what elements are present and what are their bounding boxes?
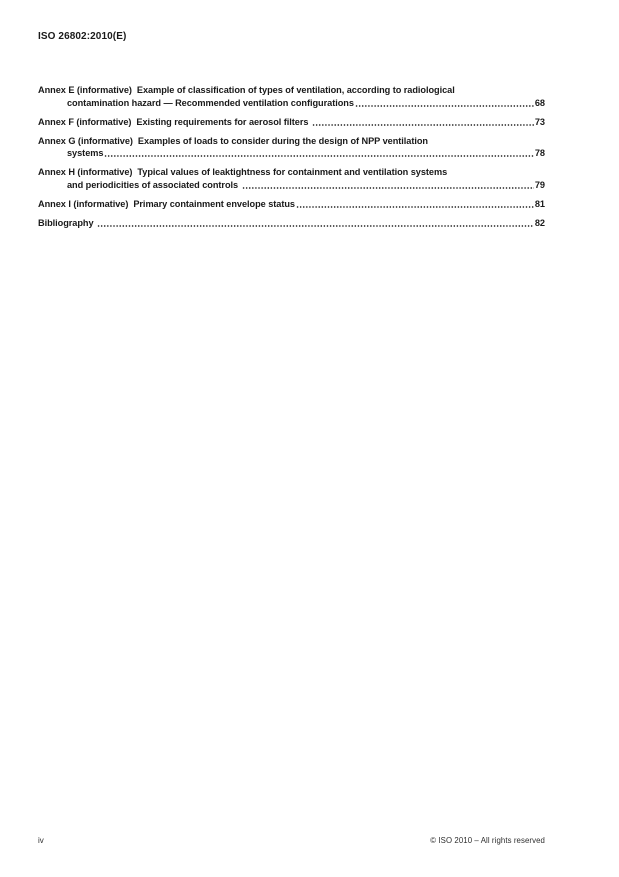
toc-entry-text: contamination hazard — Recommended ventilation configurations [67, 97, 354, 108]
toc-entry-line [38, 135, 545, 148]
toc-entry-text: Bibliography [38, 217, 97, 228]
toc-page-number: 82 [534, 217, 545, 228]
toc-page-number: 68 [534, 97, 545, 108]
dot-leader [242, 187, 534, 189]
toc-page-number: 73 [534, 116, 545, 127]
toc-entry-text: Annex E (informative) Example of classification of types of ventilation, according to radiological [38, 85, 455, 95]
dot-leader [296, 206, 534, 208]
dot-leader [312, 124, 534, 126]
toc-entry-annex-i[interactable] [38, 198, 545, 211]
toc-entry-annex-e[interactable] [38, 84, 545, 109]
toc-entry-annex-f[interactable] [38, 116, 545, 129]
dot-leader [97, 225, 534, 227]
toc-entry-line [38, 147, 545, 160]
toc-page-number: 78 [534, 148, 545, 158]
toc-entry-text: systems [67, 148, 104, 158]
table-of-contents [38, 84, 545, 236]
toc-page-number: 79 [534, 179, 545, 190]
dot-leader [355, 105, 534, 107]
toc-entry-text: Annex I (informative) Primary containment envelope status [38, 198, 295, 209]
toc-entry-line [38, 179, 545, 192]
copyright-notice: © ISO 2010 – All rights reserved [430, 836, 545, 845]
document-footer [38, 836, 545, 845]
toc-entry-line [38, 217, 545, 230]
toc-entry-text: Annex H (informative) Typical values of leaktightness for containment and ventilation systems [38, 167, 448, 177]
toc-entry-line [38, 116, 545, 129]
toc-entry-text: Annex G (informative) Examples of loads to consider during the design of NPP ventilation [38, 135, 428, 146]
toc-entry-line [38, 166, 545, 179]
toc-entry-line [38, 97, 545, 110]
toc-entry-annex-g[interactable] [38, 135, 545, 160]
toc-entry-line [38, 198, 545, 211]
document-header-title: ISO 26802:2010(E) [38, 31, 127, 42]
toc-entry-text: Annex F (informative) Existing requirements for aerosol filters [38, 116, 311, 127]
toc-entry-line [38, 84, 545, 97]
dot-leader [104, 155, 533, 157]
page-number-footer: iv [38, 836, 44, 845]
toc-entry-annex-h[interactable] [38, 166, 545, 191]
toc-page-number: 81 [534, 198, 545, 209]
toc-entry-bibliography[interactable] [38, 217, 545, 230]
toc-entry-text: and periodicities of associated controls [67, 179, 241, 190]
